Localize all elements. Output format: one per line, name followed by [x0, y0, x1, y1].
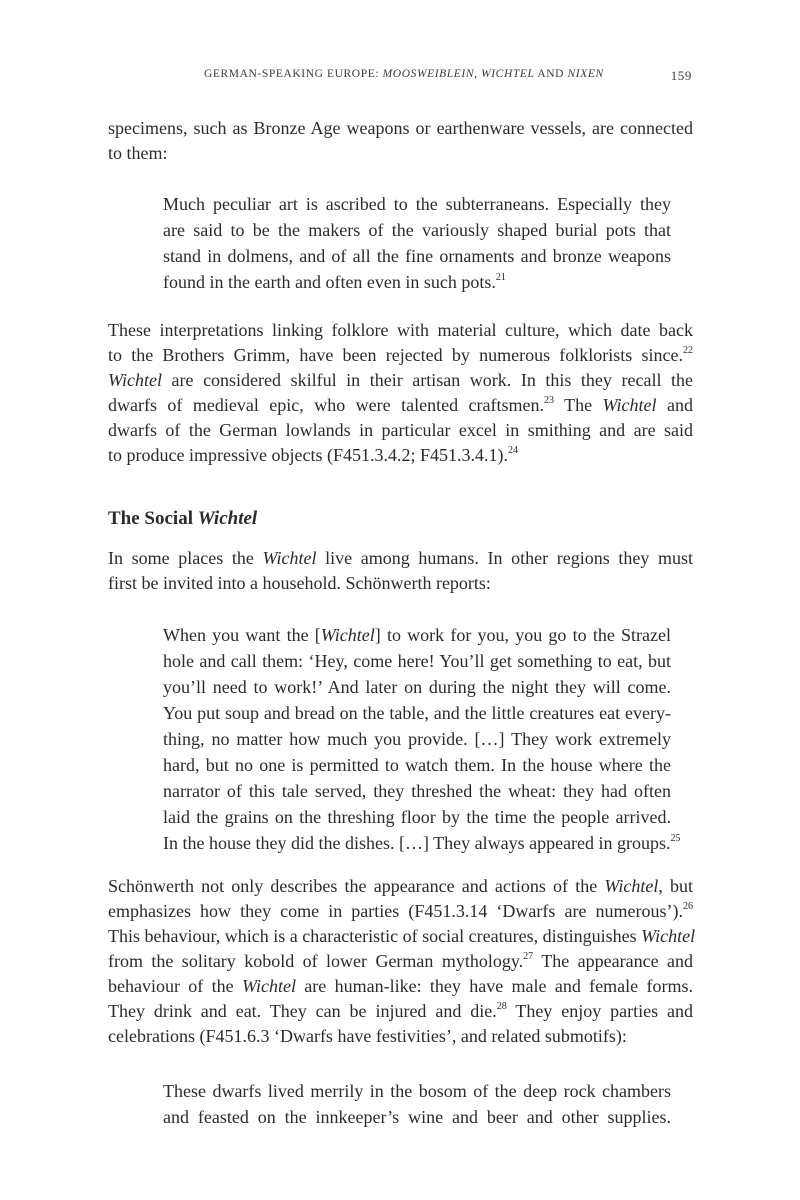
italic-term: Wichtel	[262, 548, 317, 568]
text-line	[163, 269, 671, 295]
text-line: You put soup and bread on the table, and the little creatures eat every-	[163, 703, 671, 723]
text-line: you’ll need to work!’ And later on during the night they will come.	[163, 677, 671, 697]
running-head-prefix: GERMAN-SPEAKING EUROPE:	[204, 68, 383, 80]
italic-term: Wichtel	[320, 625, 375, 645]
text-fragment: , but	[658, 876, 693, 896]
text-line: thing, no matter how much you provide. […] They work extremely	[163, 729, 671, 749]
footnote-ref-21: 21	[495, 272, 506, 283]
text-line	[108, 999, 693, 1024]
paragraph-1	[108, 116, 693, 166]
text-fragment: are human-like: they have male and female forms.	[295, 976, 693, 996]
text-fragment: found in the earth and often even in such pots.	[163, 272, 496, 292]
footnote-ref-28: 28	[496, 1001, 507, 1012]
text-fragment: Schönwerth not only describes the appearance and actions of the	[108, 876, 605, 896]
footnote-ref-26: 26	[683, 901, 693, 912]
text-line: and feasted on the innkeeper’s wine and beer and other supplies.	[163, 1107, 671, 1127]
text-line: These dwarfs lived merrily in the bosom of the deep rock chambers	[163, 1081, 671, 1101]
text-fragment: from the solitary kobold of lower German mythology.	[108, 951, 524, 971]
text-line	[108, 924, 696, 949]
text-line	[108, 899, 693, 924]
text-line: narrator of this tale served, they threshed the wheat: they had often	[163, 781, 671, 801]
text-fragment: In the house they did the dishes. […] They always appeared in groups.	[163, 833, 671, 853]
text-line	[108, 874, 693, 899]
running-header	[0, 68, 800, 88]
text-line	[108, 546, 693, 571]
text-fragment: dwarfs of medieval epic, who were talented craftsmen.	[108, 395, 544, 415]
paragraph-4	[108, 874, 696, 1049]
text-line	[163, 622, 671, 648]
text-line	[108, 393, 693, 418]
italic-term: Wichtel	[604, 876, 659, 896]
text-line	[163, 830, 681, 856]
text-fragment: to the Brothers Grimm, have been rejected by numerous folklorists since.	[108, 345, 683, 365]
text-line: to them:	[108, 143, 168, 163]
heading-text: The Social	[108, 508, 198, 529]
running-head-italic-1: MOOSWEIBLEIN, WICHTEL	[382, 68, 535, 80]
text-line	[108, 443, 693, 468]
text-line: are said to be the makers of the variously shaped burial pots that	[163, 220, 671, 240]
text-line: Much peculiar art is ascribed to the subterraneans. Especially they	[163, 194, 671, 214]
text-line: hole and call them: ‘Hey, come here! You’ll get something to eat, but	[163, 651, 671, 671]
text-line	[108, 949, 693, 974]
italic-term: Wichtel	[602, 395, 657, 415]
text-line	[108, 368, 693, 393]
text-fragment: They enjoy parties and	[506, 1001, 693, 1021]
text-line	[108, 974, 693, 999]
section-heading	[108, 508, 257, 530]
footnote-ref-25: 25	[670, 833, 681, 844]
text-line: stand in dolmens, and of all the fine ornaments and bronze weapons	[163, 246, 671, 266]
text-fragment: The	[553, 395, 603, 415]
text-fragment: ] to work for you, you go to the Strazel	[374, 625, 671, 645]
text-line: specimens, such as Bronze Age weapons or earthenware vessels, are connected	[108, 118, 693, 138]
paragraph-3	[108, 546, 693, 596]
running-head-italic-2: NIXEN	[567, 68, 604, 80]
italic-term: Wichtel	[641, 926, 696, 946]
text-line	[108, 343, 693, 368]
footnote-ref-24: 24	[507, 445, 518, 456]
text-line: laid the grains on the threshing floor by the time the people arrived.	[163, 807, 671, 827]
text-fragment: live among humans. In other regions they must	[316, 548, 693, 568]
block-quote-3	[163, 1078, 671, 1130]
running-head	[204, 68, 604, 80]
text-fragment: are considered skilful in their artisan work. In this they recall the	[161, 370, 693, 390]
italic-term: Wichtel	[241, 976, 296, 996]
text-fragment: When you want the [	[163, 625, 321, 645]
text-fragment: to produce impressive objects (F451.3.4.2; F451.3.4.1).	[108, 445, 508, 465]
text-fragment: emphasizes how they come in parties (F451.3.14 ‘Dwarfs are numerous’).	[108, 901, 683, 921]
text-fragment: behaviour of the	[108, 976, 242, 996]
italic-term: Wichtel	[108, 370, 162, 390]
text-fragment: This behaviour, which is a characteristic of social creatures, distinguishes	[108, 926, 642, 946]
text-line: hard, but no one is permitted to watch them. In the house where the	[163, 755, 671, 775]
text-fragment: In some places the	[108, 548, 263, 568]
block-quote-1	[163, 191, 671, 295]
paragraph-2	[108, 318, 693, 468]
text-fragment: and	[656, 395, 693, 415]
text-line: These interpretations linking folklore with material culture, which date back	[108, 320, 693, 340]
running-head-and: AND	[534, 68, 568, 80]
text-fragment: They drink and eat. They can be injured and die.	[108, 1001, 497, 1021]
footnote-ref-22: 22	[683, 345, 693, 356]
footnote-ref-23: 23	[543, 395, 554, 406]
text-line: celebrations (F451.6.3 ‘Dwarfs have festivities’, and related submotifs):	[108, 1026, 627, 1046]
footnote-ref-27: 27	[523, 951, 534, 962]
text-line: first be invited into a household. Schönwerth reports:	[108, 573, 491, 593]
page-number: 159	[670, 68, 692, 83]
text-fragment: The appearance and	[533, 951, 693, 971]
text-line: dwarfs of the German lowlands in particular excel in smithing and are said	[108, 420, 693, 440]
heading-italic: Wichtel	[197, 508, 258, 529]
block-quote-2	[163, 622, 681, 856]
